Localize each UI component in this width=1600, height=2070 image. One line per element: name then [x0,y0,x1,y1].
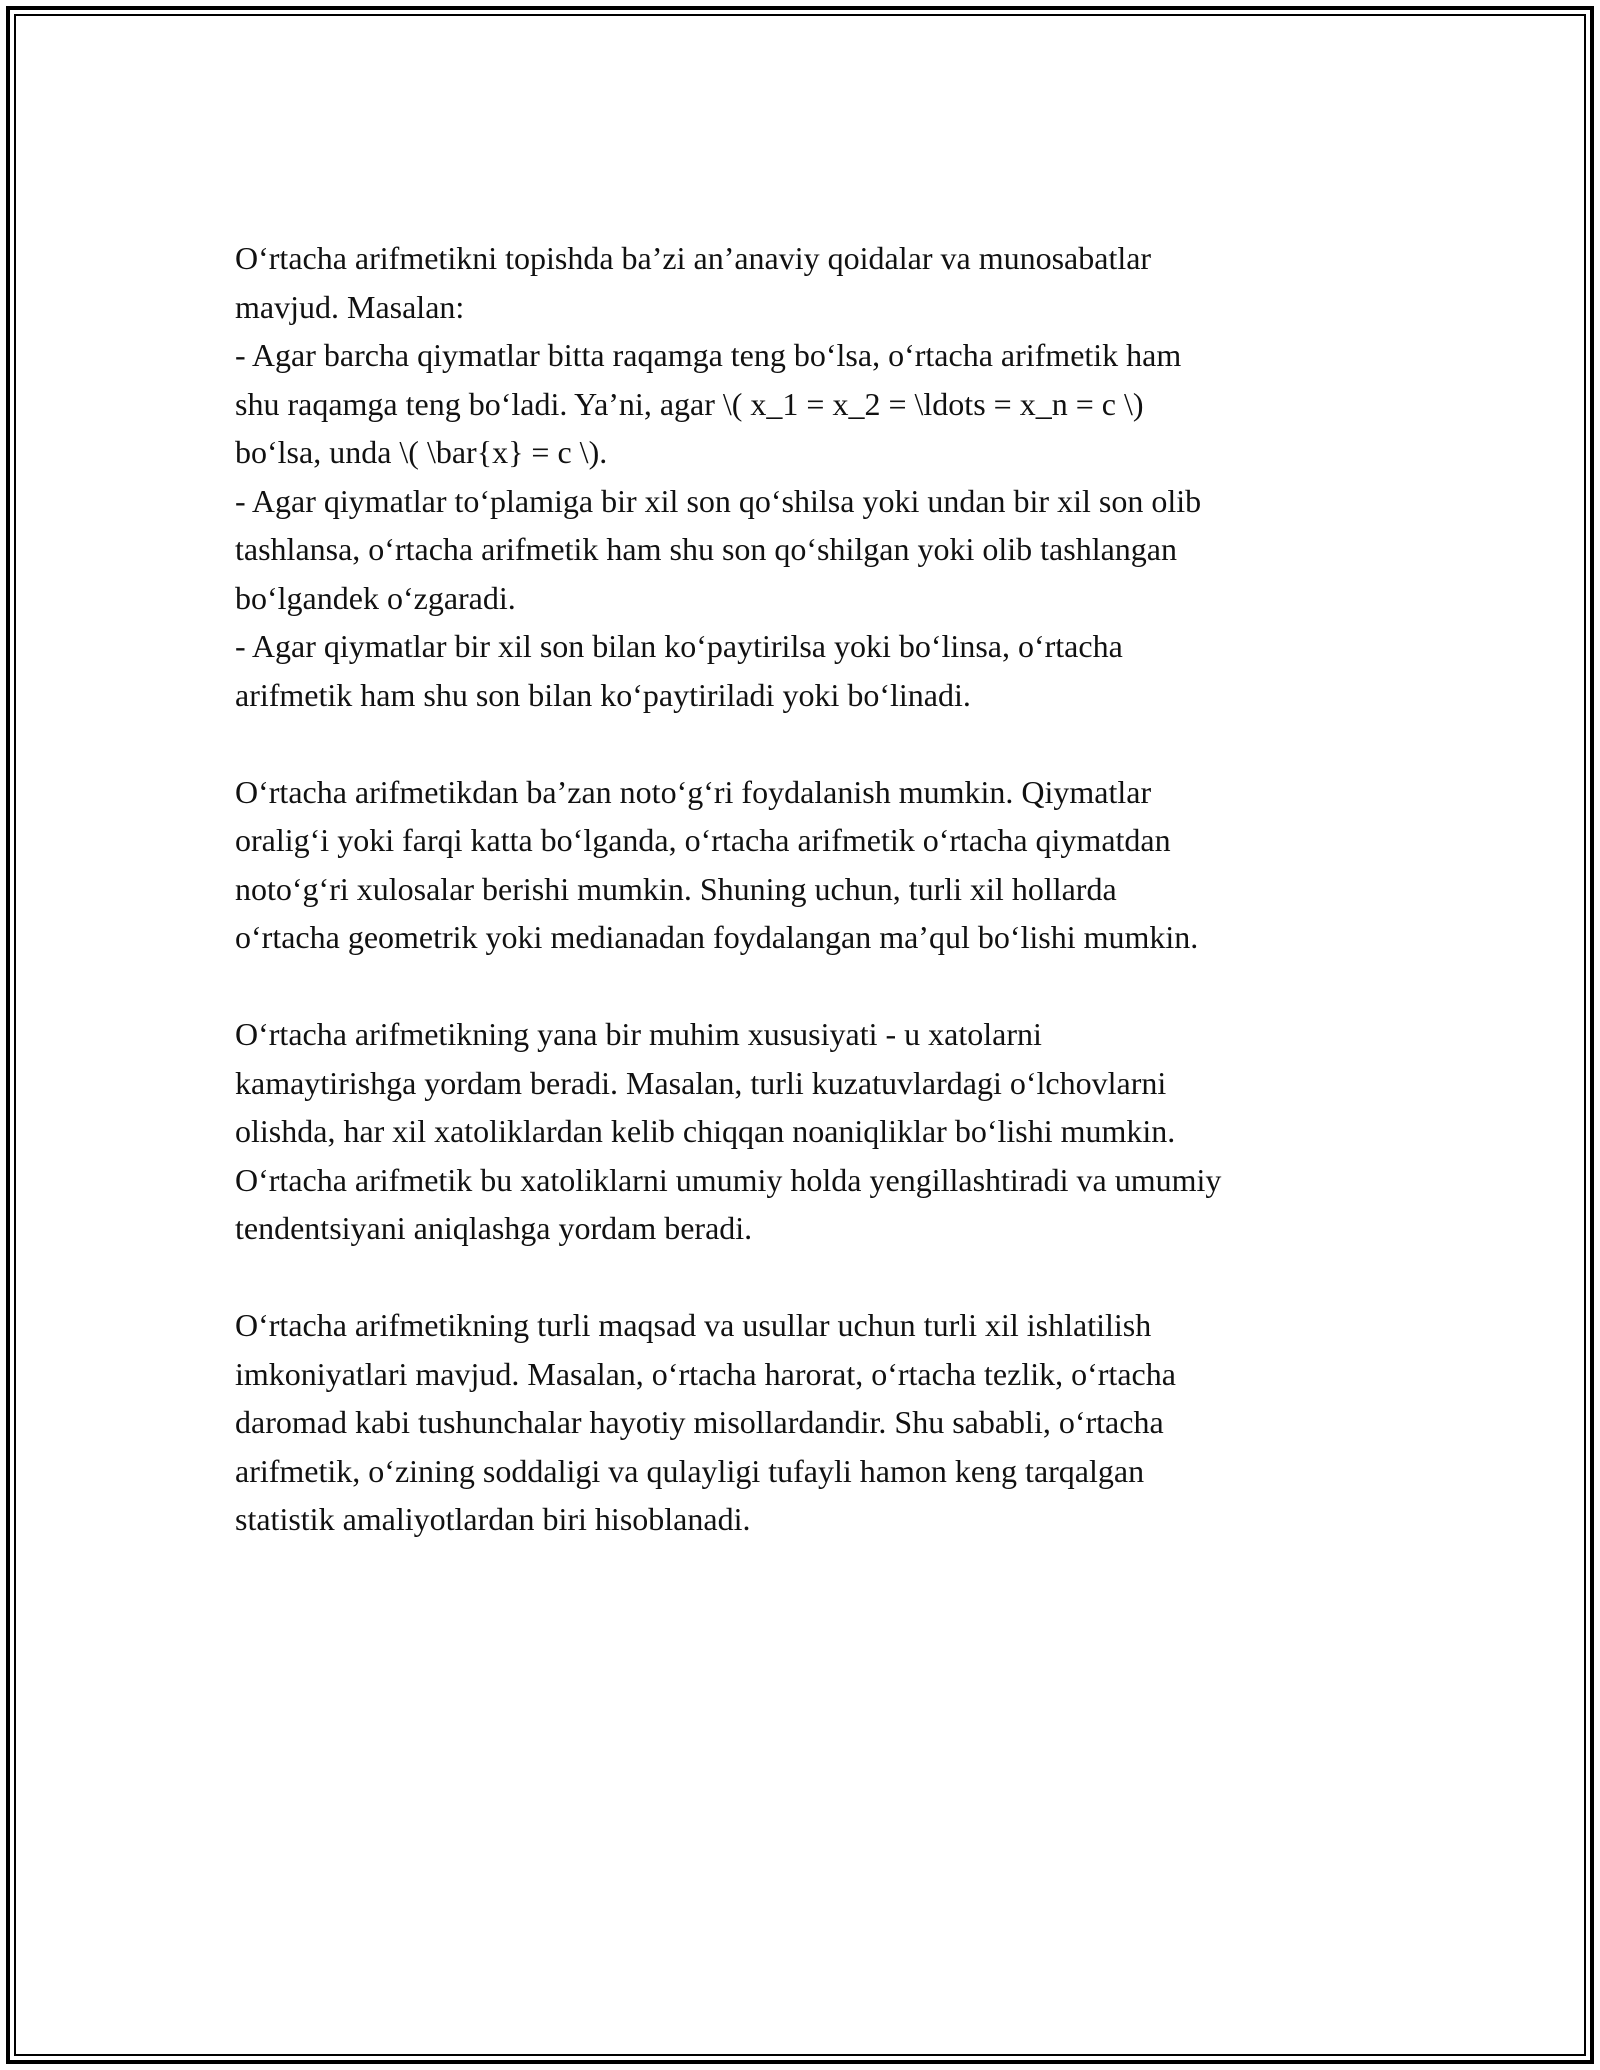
text-line: O‘rtacha arifmetikning yana bir muhim xususiyati - u xatolarni [235,1016,1042,1052]
paragraph-misuse [235,768,1395,962]
text-line: O‘rtacha arifmetikdan ba’zan noto‘g‘ri foydalanish mumkin. Qiymatlar [235,773,1152,810]
text-line: oralig‘i yoki farqi katta bo‘lganda, o‘rtacha arifmetik o‘rtacha qiymatdan [235,822,1171,858]
text-line: tendentsiyani aniqlashga yordam beradi. [235,1210,753,1246]
text-line: arifmetik, o‘zining soddaligi va qulayligi tufayli hamon keng tarqalgan [235,1452,1145,1489]
text-line: bo‘lsa, unda \( \bar{x} = c \). [235,434,608,470]
paragraph-gap [235,962,1395,1011]
text-line: O‘rtacha arifmetikni topishda ba’zi an’anaviy qoidalar va munosabatlar [235,240,1152,276]
paragraph-error-reduction [235,1010,1395,1253]
text-line: - Agar barcha qiymatlar bitta raqamga teng bo‘lsa, o‘rtacha arifmetik ham [235,337,1182,373]
paragraph-rules [235,234,1395,719]
text-line: daromad kabi tushunchalar hayotiy misollardandir. Shu sababli, o‘rtacha [235,1404,1164,1440]
text-line: - Agar qiymatlar bir xil son bilan ko‘paytirilsa yoki bo‘linsa, o‘rtacha [235,628,1123,664]
text-line: olishda, har xil xatoliklardan kelib chiqqan noaniqliklar bo‘lishi mumkin. [235,1113,1176,1149]
text-line: shu raqamga teng bo‘ladi. Ya’ni, agar \( x_1 = x_2 = \ldots = x_n = c \) [235,385,1144,422]
document-body [235,234,1395,1544]
text-line: mavjud. Masalan: [235,288,465,325]
text-line: imkoniyatlari mavjud. Masalan, o‘rtacha harorat, o‘rtacha tezlik, o‘rtacha [235,1355,1176,1392]
text-line: bo‘lgandek o‘zgaradi. [235,579,516,616]
text-line: statistik amaliyotlardan biri hisoblanadi. [235,1501,751,1537]
text-line: arifmetik ham shu son bilan ko‘paytiriladi yoki bo‘linadi. [235,676,971,713]
text-line: noto‘g‘ri xulosalar berishi mumkin. Shuning uchun, turli xil hollarda [235,870,1117,907]
paragraph-gap [235,719,1395,768]
paragraph-gap [235,1253,1395,1302]
paragraph-applications [235,1301,1395,1544]
text-line: O‘rtacha arifmetikning turli maqsad va usullar uchun turli xil ishlatilish [235,1307,1152,1343]
text-line: kamaytirishga yordam beradi. Masalan, turli kuzatuvlardagi o‘lchovlarni [235,1064,1167,1101]
text-line: tashlansa, o‘rtacha arifmetik ham shu son qo‘shilgan yoki olib tashlangan [235,531,1177,567]
text-line: - Agar qiymatlar to‘plamiga bir xil son qo‘shilsa yoki undan bir xil son olib [235,482,1202,519]
text-line: o‘rtacha geometrik yoki medianadan foydalangan ma’qul bo‘lishi mumkin. [235,919,1199,955]
text-line: O‘rtacha arifmetik bu xatoliklarni umumiy holda yengillashtiradi va umumiy [235,1161,1222,1198]
